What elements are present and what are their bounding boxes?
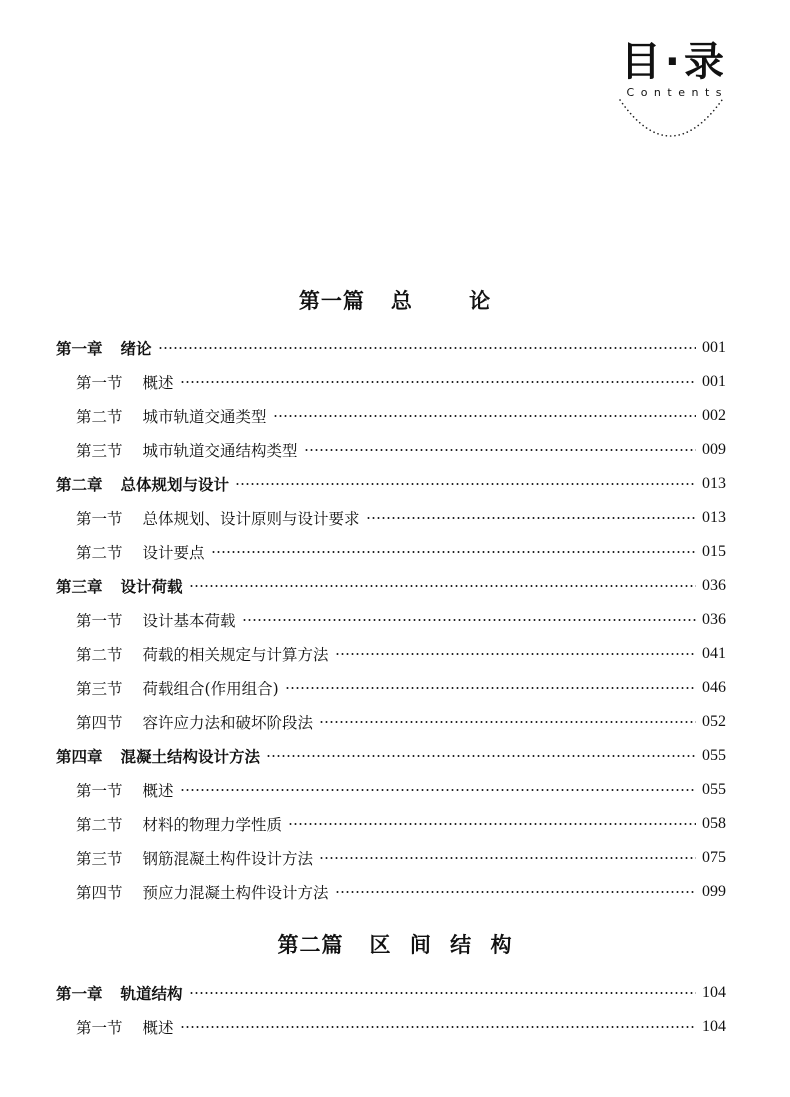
dot-leader	[189, 992, 696, 994]
toc-section-row[interactable]	[76, 608, 726, 632]
page-number: 058	[702, 815, 726, 832]
dot-leader	[235, 483, 696, 485]
section-label: 第一节	[76, 1019, 123, 1037]
page-number: 099	[702, 883, 726, 900]
page-number: 041	[702, 645, 726, 662]
page-number: 036	[702, 611, 726, 628]
dot-leader	[242, 619, 696, 621]
toc-chapter-row[interactable]	[56, 574, 726, 598]
toc-section-row[interactable]	[76, 710, 726, 734]
section-title: 容许应力法和破坏阶段法	[142, 714, 314, 732]
section-title: 荷载的相关规定与计算方法	[142, 646, 329, 664]
section-title: 荷载组合(作用组合)	[142, 680, 279, 698]
page-number: 013	[702, 509, 726, 526]
section-label: 第二节	[76, 408, 123, 426]
toc-section-row[interactable]	[76, 880, 726, 904]
section-label: 第四节	[76, 714, 123, 732]
toc-chapter-row[interactable]	[56, 981, 726, 1005]
page-number: 001	[702, 373, 726, 390]
toc-chapter-row[interactable]	[56, 472, 726, 496]
toc-section-row[interactable]	[76, 404, 726, 428]
toc-section-row[interactable]	[76, 370, 726, 394]
dotted-arc-ornament	[600, 92, 740, 152]
page-number: 015	[702, 543, 726, 560]
dot-leader	[180, 381, 696, 383]
dot-leader	[180, 1026, 696, 1028]
section-label: 第一节	[76, 374, 123, 392]
chapter-title: 设计荷载	[120, 578, 183, 596]
part-heading	[0, 929, 790, 959]
page-number: 104	[702, 1018, 726, 1035]
toc-title: 目·录	[620, 39, 728, 85]
page-number: 013	[702, 475, 726, 492]
dot-leader	[211, 551, 696, 553]
toc-section-row[interactable]	[76, 846, 726, 870]
page-number: 001	[702, 339, 726, 356]
page-number: 036	[702, 577, 726, 594]
toc-chapter-row[interactable]	[56, 744, 726, 768]
section-title: 概述	[142, 782, 174, 800]
page-number: 055	[702, 747, 726, 764]
chapter-label: 第一章	[56, 985, 103, 1003]
dot-leader	[180, 789, 696, 791]
section-title: 城市轨道交通结构类型	[142, 442, 298, 460]
dot-leader	[335, 653, 696, 655]
section-label: 第三节	[76, 850, 123, 868]
chapter-label: 第二章	[56, 476, 103, 494]
chapter-title: 绪论	[120, 340, 152, 358]
toc-section-row[interactable]	[76, 676, 726, 700]
page-number: 046	[702, 679, 726, 696]
section-label: 第二节	[76, 544, 123, 562]
dot-leader	[189, 585, 696, 587]
page-number: 052	[702, 713, 726, 730]
toc-section-row[interactable]	[76, 506, 726, 530]
toc-section-row[interactable]	[76, 438, 726, 462]
section-title: 概述	[142, 1019, 174, 1037]
dot-leader	[158, 347, 696, 349]
chapter-label: 第一章	[56, 340, 103, 358]
section-label: 第三节	[76, 442, 123, 460]
section-title: 钢筋混凝土构件设计方法	[142, 850, 314, 868]
chapter-label: 第三章	[56, 578, 103, 596]
chapter-label: 第四章	[56, 748, 103, 766]
section-title: 预应力混凝土构件设计方法	[142, 884, 329, 902]
toc-section-row[interactable]	[76, 1015, 726, 1039]
toc-section-row[interactable]	[76, 540, 726, 564]
dot-leader	[335, 891, 696, 893]
part-name: 区 间 结 构	[369, 933, 513, 957]
section-title: 总体规划、设计原则与设计要求	[142, 510, 360, 528]
section-title: 设计要点	[142, 544, 205, 562]
section-title: 城市轨道交通类型	[142, 408, 267, 426]
page-number: 009	[702, 441, 726, 458]
page-number: 055	[702, 781, 726, 798]
page-number: 075	[702, 849, 726, 866]
chapter-title: 混凝土结构设计方法	[120, 748, 261, 766]
page-number: 002	[702, 407, 726, 424]
toc-chapter-row[interactable]	[56, 336, 726, 360]
dot-leader	[273, 415, 696, 417]
dot-leader	[285, 687, 696, 689]
dot-leader	[366, 517, 696, 519]
dot-leader	[304, 449, 696, 451]
chapter-title: 轨道结构	[120, 985, 183, 1003]
dot-leader	[266, 755, 696, 757]
section-label: 第二节	[76, 816, 123, 834]
toc-section-row[interactable]	[76, 812, 726, 836]
section-label: 第三节	[76, 680, 123, 698]
part-name: 总 论	[390, 289, 492, 313]
section-label: 第一节	[76, 510, 123, 528]
toc-subtitle: Contents	[626, 86, 728, 99]
section-title: 材料的物理力学性质	[142, 816, 283, 834]
part-number: 第二篇	[277, 933, 344, 957]
section-title: 设计基本荷载	[142, 612, 236, 630]
part-number: 第一篇	[298, 289, 365, 313]
dot-leader	[288, 823, 696, 825]
section-label: 第四节	[76, 884, 123, 902]
part-heading	[0, 285, 790, 315]
dot-leader	[319, 857, 696, 859]
section-label: 第一节	[76, 612, 123, 630]
section-label: 第一节	[76, 782, 123, 800]
section-label: 第二节	[76, 646, 123, 664]
page-number: 104	[702, 984, 726, 1001]
dot-leader	[319, 721, 696, 723]
toc-section-row[interactable]	[76, 778, 726, 802]
toc-header	[0, 0, 790, 160]
section-title: 概述	[142, 374, 174, 392]
toc-section-row[interactable]	[76, 642, 726, 666]
chapter-title: 总体规划与设计	[120, 476, 230, 494]
